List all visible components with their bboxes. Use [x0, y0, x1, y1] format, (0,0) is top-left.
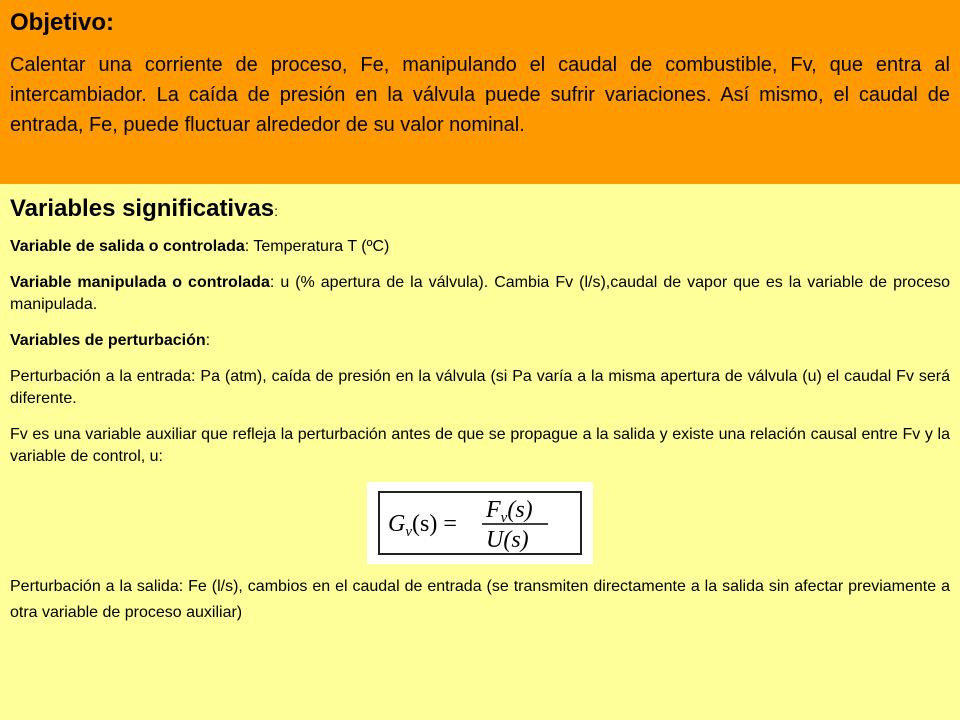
objective-title: Objetivo:	[10, 9, 115, 36]
formula-graphic	[378, 491, 582, 555]
manipulated-variable-label: Variable manipulada o controlada	[10, 274, 270, 291]
output-variable-sep: :	[244, 238, 254, 255]
transfer-function-formula	[367, 482, 593, 564]
manipulated-variable	[10, 272, 950, 316]
formula-lhs	[388, 511, 457, 540]
output-variable	[10, 236, 950, 258]
variables-title	[10, 192, 950, 228]
objective-section	[0, 0, 960, 184]
formula-num-sub: v	[500, 510, 508, 526]
output-disturbance-text: Perturbación a la salida: Fe (l/s), cambios en el caudal de entrada (se transmiten directamente a la salida sin afectar previamente a otra variable de proceso auxiliar)	[10, 578, 950, 621]
formula-num-symbol: F	[486, 497, 501, 523]
objective-text: Calentar una corriente de proceso, Fe, manipulando el caudal de combustible, Fv, que entra al intercambiador. La caída de presión en la válvula puede sufrir variaciones. Así mismo, el caudal de entrada, Fe, puede fluctuar alrededor de su valor nominal.	[10, 54, 950, 136]
formula-lhs-symbol: G	[388, 511, 406, 537]
disturbance-variables-label: Variables de perturbación	[10, 332, 206, 349]
formula-lhs-sub: v	[405, 524, 413, 540]
formula-border	[379, 492, 581, 554]
manipulated-variable-sep: :	[269, 274, 281, 291]
variables-title-colon: :	[274, 203, 279, 219]
formula-numerator	[485, 497, 533, 526]
output-variable-text: Temperatura T (ºC)	[253, 238, 390, 255]
output-variable-label: Variable de salida o controlada	[10, 238, 245, 255]
manipulated-variable-text: u (% apertura de la válvula). Cambia Fv (l/s),caudal de vapor que es la variable de proceso manipulada.	[10, 274, 950, 313]
variables-title-text: Variables significativas	[10, 195, 275, 222]
auxiliary-variable-text: Fv es una variable auxiliar que refleja la perturbación antes de que se propague a la salida y existe una relación causal entre Fv y la variable de control, u:	[10, 426, 950, 465]
disturbance-variables-sep: :	[205, 332, 211, 349]
formula-num-arg: (s)	[507, 497, 533, 523]
disturbance-variables	[10, 330, 950, 352]
variables-section	[0, 184, 960, 720]
formula-denominator: U(s)	[486, 527, 529, 553]
formula-lhs-arg: (s) =	[412, 511, 457, 537]
input-disturbance-text: Perturbación a la entrada: Pa (atm), caída de presión en la válvula (si Pa varía a la misma apertura de válvula (u) el caudal Fv será diferente.	[10, 368, 950, 407]
